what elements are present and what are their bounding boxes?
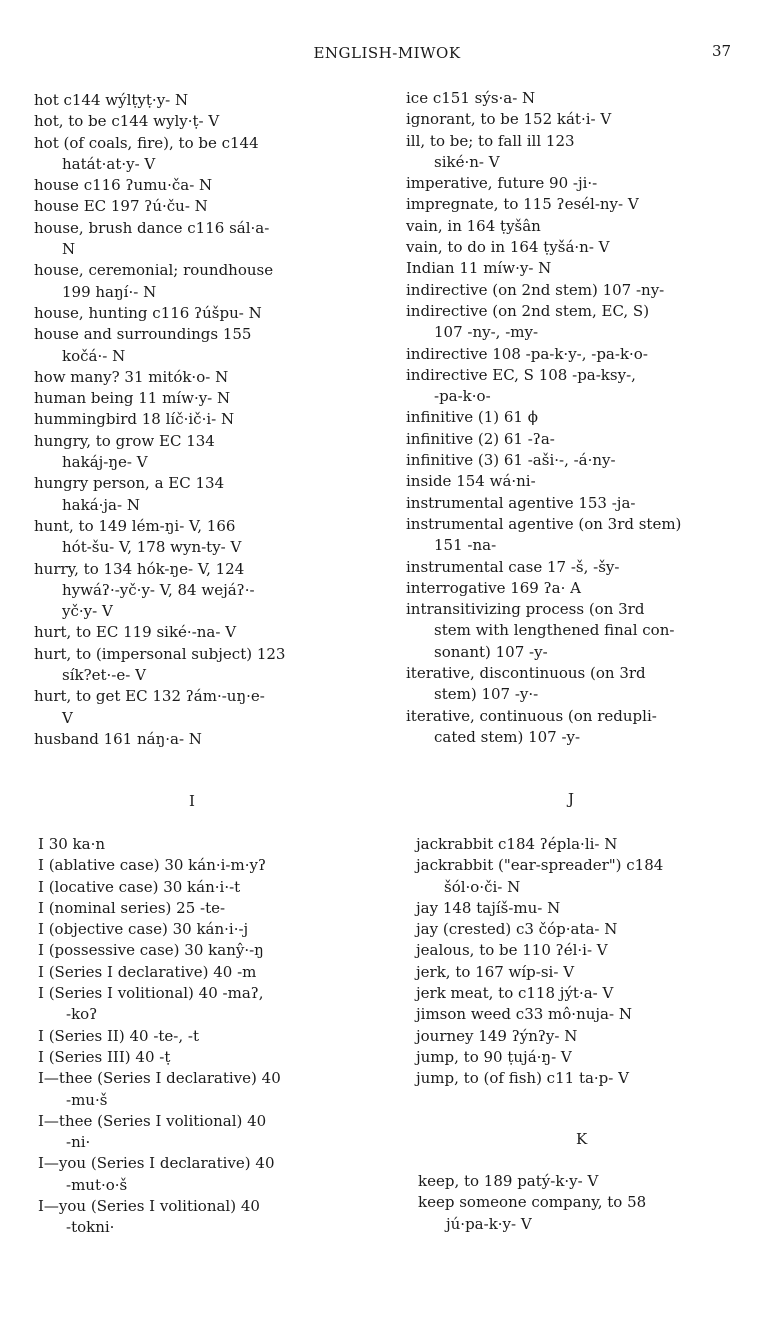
dictionary-entry: house and surroundings 155 [34,325,252,344]
entry-continuation: hakáj-ŋe- V [62,453,148,472]
entry-continuation: hót-šu- V, 178 wyn-ty- V [62,538,242,557]
section-letter-k: K [576,1130,588,1148]
dictionary-entry: hurt, to (impersonal subject) 123 [34,644,286,663]
dictionary-entry: jackrabbit ("ear-spreader") c184 [416,856,664,875]
dictionary-entry: jealous, to be 110 ʔél·i- V [416,941,608,960]
dictionary-entry: I—thee (Series I declarative) 40 [38,1069,281,1088]
dictionary-entry: jerk meat, to c118 jýt·a- V [416,984,614,1003]
entry-continuation: -mut·o·š [66,1175,128,1194]
dictionary-entry: house, ceremonial; roundhouse [34,261,274,280]
entry-continuation: -pa-k·o- [434,387,491,406]
dictionary-entry: jimson weed c33 mô·nuja- N [416,1005,632,1024]
dictionary-entry: intransitivizing process (on 3rd [406,600,645,619]
entry-continuation: yč·y- V [62,602,113,621]
dictionary-entry: ignorant, to be 152 kát·i- V [406,110,612,129]
dictionary-entry: ill, to be; to fall ill 123 [406,131,575,150]
entry-continuation: kočá·- N [62,346,126,365]
entry-continuation: -ni· [66,1133,91,1152]
dictionary-entry: jay (crested) c3 čóp·ata- N [416,920,618,939]
entry-continuation: -koʔ [66,1005,98,1024]
entry-continuation: -tokni· [66,1218,115,1237]
dictionary-entry: hurt, to EC 119 siké·-na- V [34,623,237,642]
dictionary-entry: I (locative case) 30 kán·i·-t [38,877,241,896]
dictionary-entry: I (Series I declarative) 40 -m [38,962,257,981]
dictionary-entry: interrogative 169 ʔa· A [406,578,581,597]
dictionary-entry: jump, to 90 ṭujá·ŋ- V [416,1047,572,1066]
dictionary-entry: keep someone company, to 58 [418,1193,647,1212]
dictionary-entry: jump, to (of fish) c11 ta·p- V [416,1069,629,1088]
dictionary-entry: infinitive (2) 61 -ʔa- [406,429,555,448]
dictionary-entry: I (Series III) 40 -ṭ [38,1047,171,1066]
dictionary-entry: instrumental case 17 -š, -šy- [406,557,620,576]
entries-i-right [406,88,766,748]
page-number: 37 [712,42,732,60]
dictionary-entry: I—thee (Series I volitional) 40 [38,1111,267,1130]
dictionary-entry: I 30 ka·n [38,835,106,853]
dictionary-entry: instrumental agentive (on 3rd stem) [406,514,682,533]
dictionary-entry: house EC 197 ʔú·ču- N [34,197,208,216]
section-letter-j: J [568,790,575,808]
dictionary-entry: hot c144 wýlṭyṭ·y- N [34,91,189,109]
dictionary-entry: vain, to do in 164 ṭyšá·n- V [406,238,610,257]
dictionary-entry: human being 11 míw·y- N [34,389,231,408]
dictionary-entry: indirective (on 2nd stem, EC, S) [406,301,650,320]
entry-continuation: stem) 107 -y·- [434,685,539,704]
dictionary-entry: hungry, to grow EC 134 [34,431,215,450]
dictionary-entry: inside 154 wá·ni- [406,472,536,491]
dictionary-entry: indirective (on 2nd stem) 107 -ny- [406,280,665,299]
entry-continuation: šól·o·či- N [444,877,521,896]
dictionary-entry: indirective 108 -pa-k·y-, -pa-k·o- [406,344,648,363]
dictionary-entry: hot, to be c144 wyly·ṭ- V [34,112,220,131]
entry-continuation: sík?et·-e- V [62,666,146,685]
entry-continuation: siké·n- V [434,152,500,171]
entry-continuation: 199 haŋí·- N [62,282,157,301]
dictionary-entry: imperative, future 90 -ji·- [406,174,598,193]
dictionary-entry: I (Series II) 40 -te-, -t [38,1026,200,1045]
section-letter-i: I [189,792,195,810]
entry-continuation: jú·pa-k·y- V [446,1214,532,1233]
entry-continuation: haká·ja- N [62,495,140,514]
dictionary-entry: indirective EC, S 108 -pa-ksy-, [406,365,636,384]
dictionary-entry: house, brush dance c116 sál·a- [34,218,270,237]
entries-i-left [38,834,398,1239]
running-head: ENGLISH-MIWOK [313,44,461,62]
entries-k-right [418,1171,768,1235]
dictionary-entry: ice c151 sýs·a- N [406,89,536,107]
entry-continuation: V [62,708,73,727]
dictionary-entry: vain, in 164 ṭyšân [406,216,541,235]
entries-h-left [34,90,394,750]
entry-continuation: cated stem) 107 -y- [434,727,581,746]
dictionary-entry: I—you (Series I volitional) 40 [38,1197,260,1216]
dictionary-entry: house c116 ʔumu·ča- N [34,176,213,195]
dictionary-entry: iterative, discontinuous (on 3rd [406,664,646,683]
dictionary-entry: journey 149 ʔýnʔy- N [416,1026,578,1045]
entry-continuation: stem with lengthened final con- [434,621,675,640]
dictionary-entry: how many? 31 mitók·o- N [34,367,229,386]
dictionary-entry: I (objective case) 30 kán·i·-j [38,920,249,939]
entry-continuation: -mu·š [66,1090,108,1109]
dictionary-entry: infinitive (1) 61 ϕ [406,408,538,427]
entry-continuation: 107 -ny-, -my- [434,323,539,342]
entry-continuation: hatát·at·y- V [62,154,156,173]
entries-j-right [416,834,766,1090]
dictionary-entry: house, hunting c116 ʔúšpu- N [34,303,262,322]
dictionary-entry: husband 161 náŋ·a- N [34,729,202,748]
dictionary-entry: jerk, to 167 wíp-si- V [416,962,575,981]
entry-continuation: hywáʔ·-yč·y- V, 84 wejáʔ·- [62,580,255,599]
entry-continuation: sonant) 107 -y- [434,642,548,661]
dictionary-entry: Indian 11 míw·y- N [406,259,552,278]
dictionary-entry: I (Series I volitional) 40 -maʔ, [38,984,264,1003]
dictionary-entry: jay 148 tajíš-mu- N [416,898,561,917]
dictionary-entry: infinitive (3) 61 -aši·-, -á·ny- [406,451,616,470]
dictionary-entry: hungry person, a EC 134 [34,474,225,493]
dictionary-entry: iterative, continuous (on redupli- [406,706,657,725]
dictionary-entry: hurry, to 134 hók-ŋe- V, 124 [34,559,245,578]
dictionary-entry: I (nominal series) 25 -te- [38,898,226,917]
dictionary-entry: impregnate, to 115 ʔesél-ny- V [406,195,639,214]
dictionary-entry: I—you (Series I declarative) 40 [38,1154,275,1173]
dictionary-entry: I (possessive case) 30 kanŷ·-ŋ [38,941,264,960]
dictionary-entry: instrumental agentive 153 -ja- [406,493,636,512]
dictionary-entry: hurt, to get EC 132 ʔám·-uŋ·e- [34,687,265,706]
dictionary-entry: hummingbird 18 líč·ič·i- N [34,410,235,429]
entry-continuation: N [62,240,76,259]
dictionary-entry: jackrabbit c184 ʔépla·li- N [416,835,618,853]
dictionary-entry: I (ablative case) 30 kán·i-m·yʔ [38,856,267,875]
dictionary-entry: keep, to 189 patý-k·y- V [418,1172,599,1190]
dictionary-entry: hot (of coals, fire), to be c144 [34,133,259,152]
entry-continuation: 151 -na- [434,536,497,555]
dictionary-entry: hunt, to 149 lém-ŋi- V, 166 [34,516,236,535]
